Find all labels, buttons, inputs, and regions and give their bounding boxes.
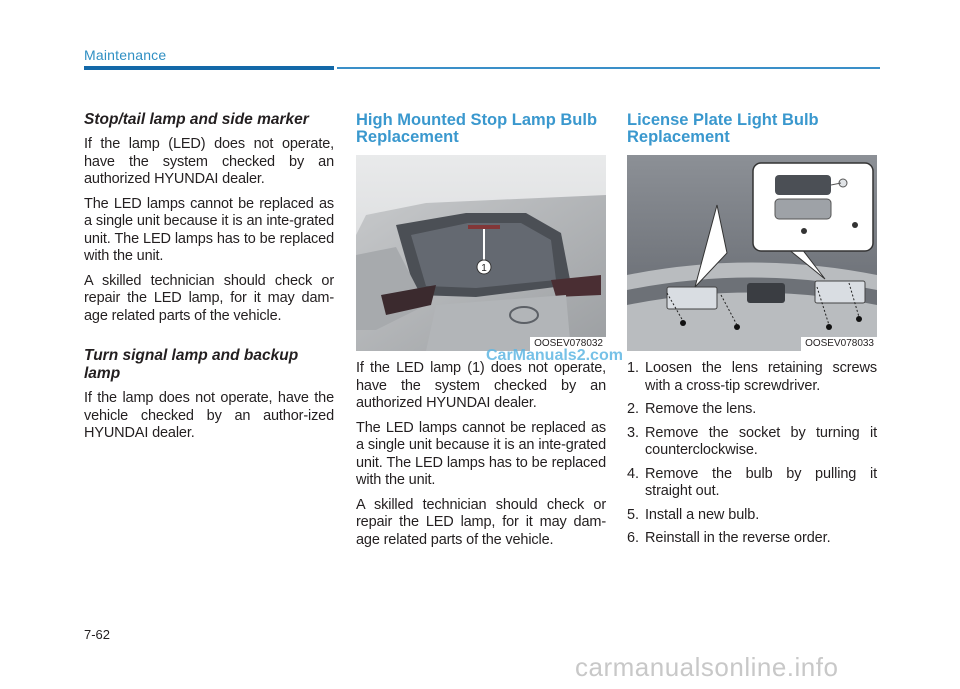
step-item: 4. Remove the bulb by pulling it straight out. bbox=[627, 465, 877, 499]
license-plate-figure bbox=[627, 155, 877, 351]
page-number: 7-62 bbox=[84, 627, 111, 642]
callout-number: 1 bbox=[481, 263, 487, 274]
stop-tail-paragraph-3: A skilled technician should check or repair the LED lamp, for it may dam-age related parts of the vehicle. bbox=[84, 272, 334, 324]
suv-rear-illustration bbox=[356, 155, 606, 351]
high-mount-paragraph-3: A skilled technician should check or repair the LED lamp, for it may dam-age related parts of the vehicle. bbox=[356, 496, 606, 548]
watermark-link[interactable]: CarManuals2.com bbox=[486, 347, 623, 364]
high-mount-paragraph-1: If the LED lamp (1) does not operate, have the system checked by an authorized HYUNDAI dealer. bbox=[356, 360, 606, 411]
figure-code: OOSEV078032 bbox=[530, 337, 606, 351]
high-mount-paragraph-2: The LED lamps cannot be replaced as a single unit because it is an inte-grated unit. The LED lamps has to be replaced with the unit. bbox=[356, 419, 606, 488]
header-rule-light bbox=[337, 67, 880, 69]
footer-site-link[interactable]: carmanualsonline.info bbox=[575, 652, 839, 682]
stop-tail-paragraph-1: If the lamp (LED) does not operate, have the system checked by an authorized HYUNDAI dealer. bbox=[84, 136, 334, 187]
figure-code: OOSEV078033 bbox=[801, 337, 877, 351]
replacement-steps bbox=[627, 360, 877, 548]
high-mount-stop-figure bbox=[356, 155, 606, 351]
step-item: 1. Loosen the lens retaining screws with a cross-tip screwdriver. bbox=[627, 360, 877, 394]
step-item: 2. Remove the lens. bbox=[627, 401, 757, 417]
section-header: Maintenance bbox=[84, 47, 167, 63]
stop-tail-heading: Stop/tail lamp and side marker bbox=[84, 111, 309, 128]
turn-signal-paragraph-1: If the lamp does not operate, have the vehicle checked by an author-ized HYUNDAI dealer. bbox=[84, 390, 334, 441]
column-right bbox=[627, 108, 877, 554]
license-plate-heading: License Plate Light Bulb Replacement bbox=[627, 111, 819, 146]
stop-tail-paragraph-2: The LED lamps cannot be replaced as a single unit because it is an inte-grated unit. The LED lamps has to be replaced with the unit. bbox=[84, 195, 334, 264]
step-item: 3. Remove the socket by turning it counterclockwise. bbox=[627, 424, 877, 458]
license-light-illustration bbox=[627, 155, 877, 351]
step-item: 6. Reinstall in the reverse order. bbox=[627, 530, 831, 546]
column-left bbox=[84, 108, 334, 450]
turn-signal-heading: Turn signal lamp and backup lamp bbox=[84, 347, 299, 382]
step-item: 5. Install a new bulb. bbox=[627, 506, 760, 523]
column-middle bbox=[356, 108, 606, 556]
high-mount-stop-heading: High Mounted Stop Lamp Bulb Replacement bbox=[356, 111, 598, 146]
header-rule-dark bbox=[84, 66, 334, 70]
